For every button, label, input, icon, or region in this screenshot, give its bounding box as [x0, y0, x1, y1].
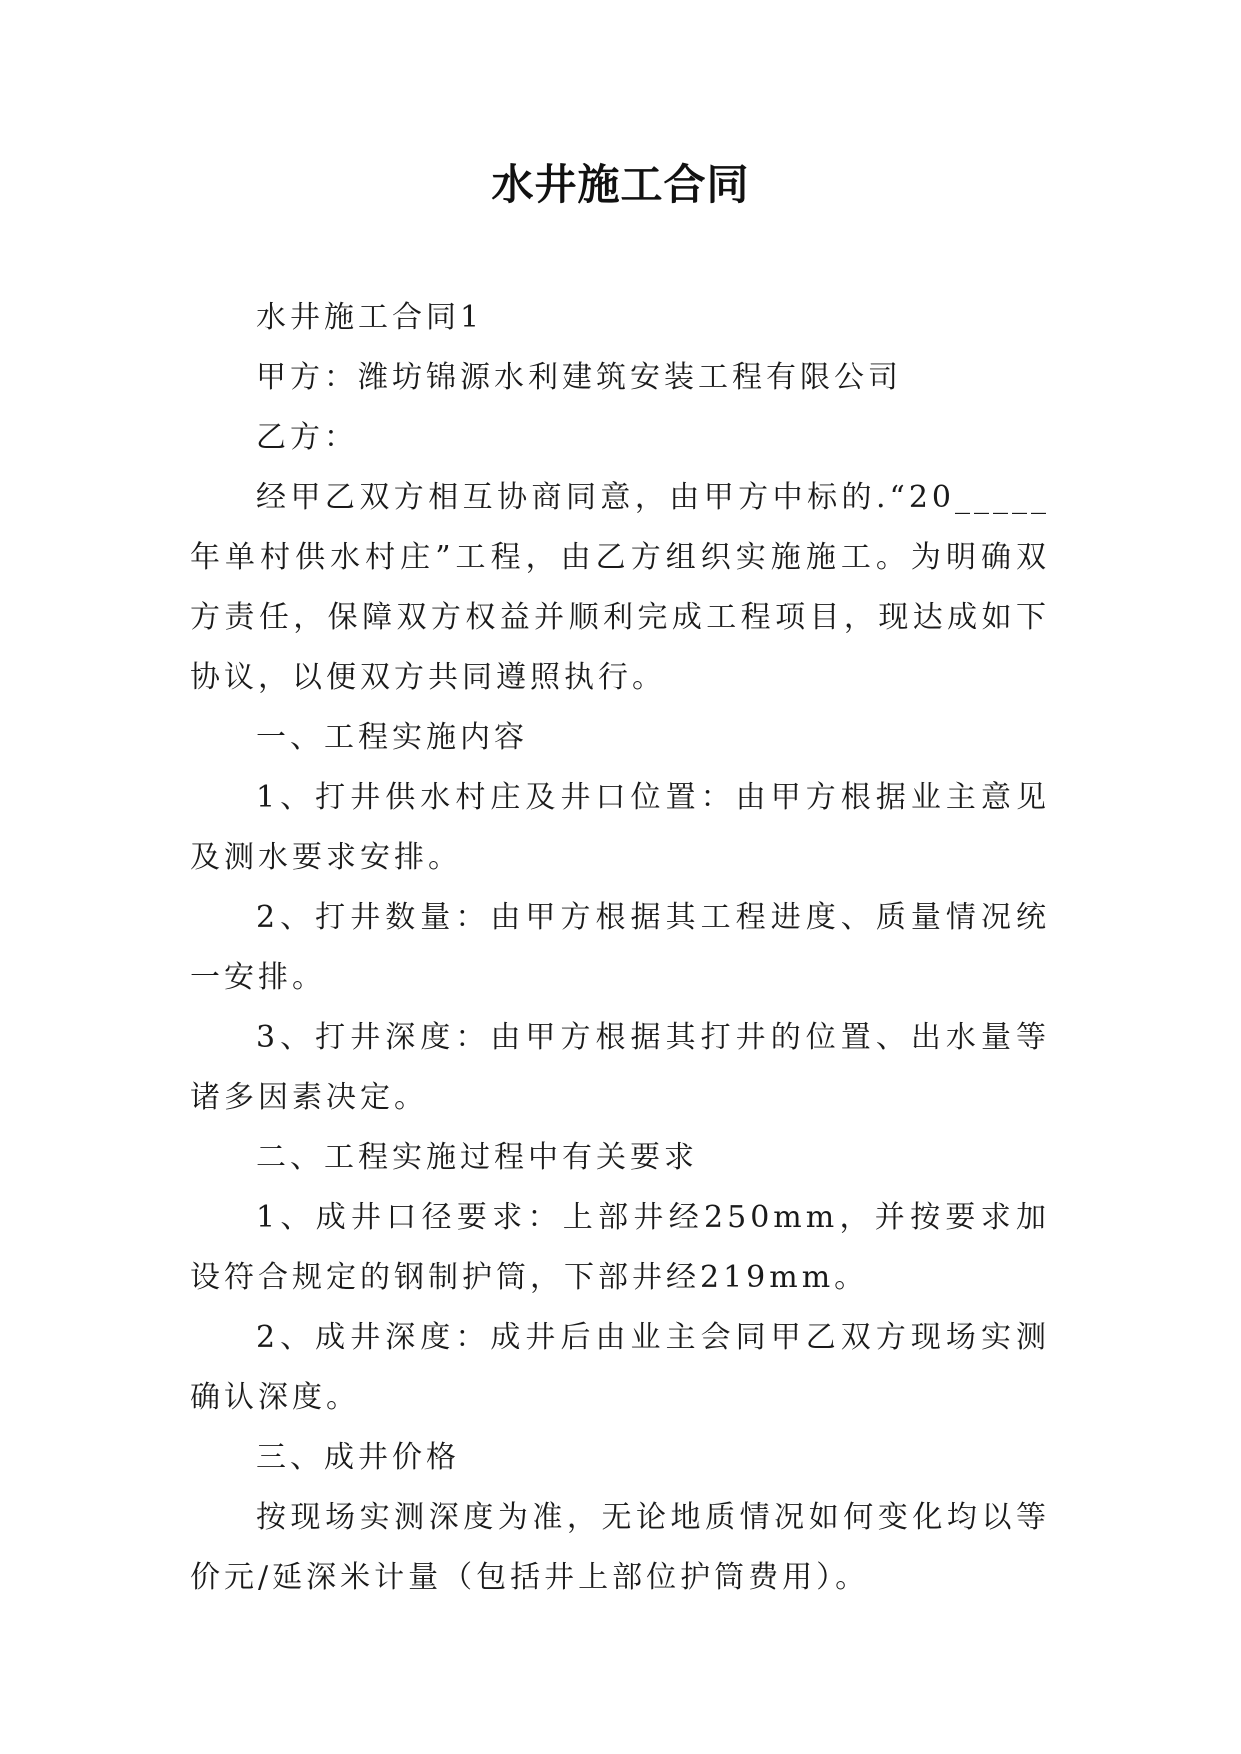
clause-1-1: 1、打井供水村庄及井口位置：由甲方根据业主意见及测水要求安排。: [190, 780, 1050, 875]
party-a: 甲方：潍坊锦源水利建筑安装工程有限公司: [256, 360, 902, 395]
section-heading-3: 三、成井价格: [256, 1440, 460, 1475]
clause-1-3: 3、打井深度：由甲方根据其打井的位置、出水量等诸多因素决定。: [190, 1020, 1050, 1115]
party-b: 乙方：: [256, 420, 358, 455]
clause-2-1: 1、成井口径要求：上部井经250mm，并按要求加设符合规定的钢制护筒，下部井经219mm。: [190, 1200, 1050, 1295]
contract-subtitle: 水井施工合同1: [256, 300, 484, 335]
clause-3-1: 按现场实测深度为准，无论地质情况如何变化均以等价元/延深米计量（包括井上部位护筒费用）。: [190, 1500, 1050, 1595]
section-heading-1: 一、工程实施内容: [256, 720, 528, 755]
clause-2-2: 2、成井深度：成井后由业主会同甲乙双方现场实测确认深度。: [190, 1320, 1050, 1415]
clause-1-2: 2、打井数量：由甲方根据其工程进度、质量情况统一安排。: [190, 900, 1050, 995]
document-body: [190, 288, 1050, 1608]
document-title: 水井施工合同: [491, 160, 750, 209]
section-heading-2: 二、工程实施过程中有关要求: [256, 1140, 698, 1175]
preamble-paragraph: 经甲乙双方相互协商同意，由甲方中标的.“20_____年单村供水村庄”工程，由乙方组织实施施工。为明确双方责任，保障双方权益并顺利完成工程项目，现达成如下协议，以便双方共同遵照执行。: [190, 480, 1050, 695]
